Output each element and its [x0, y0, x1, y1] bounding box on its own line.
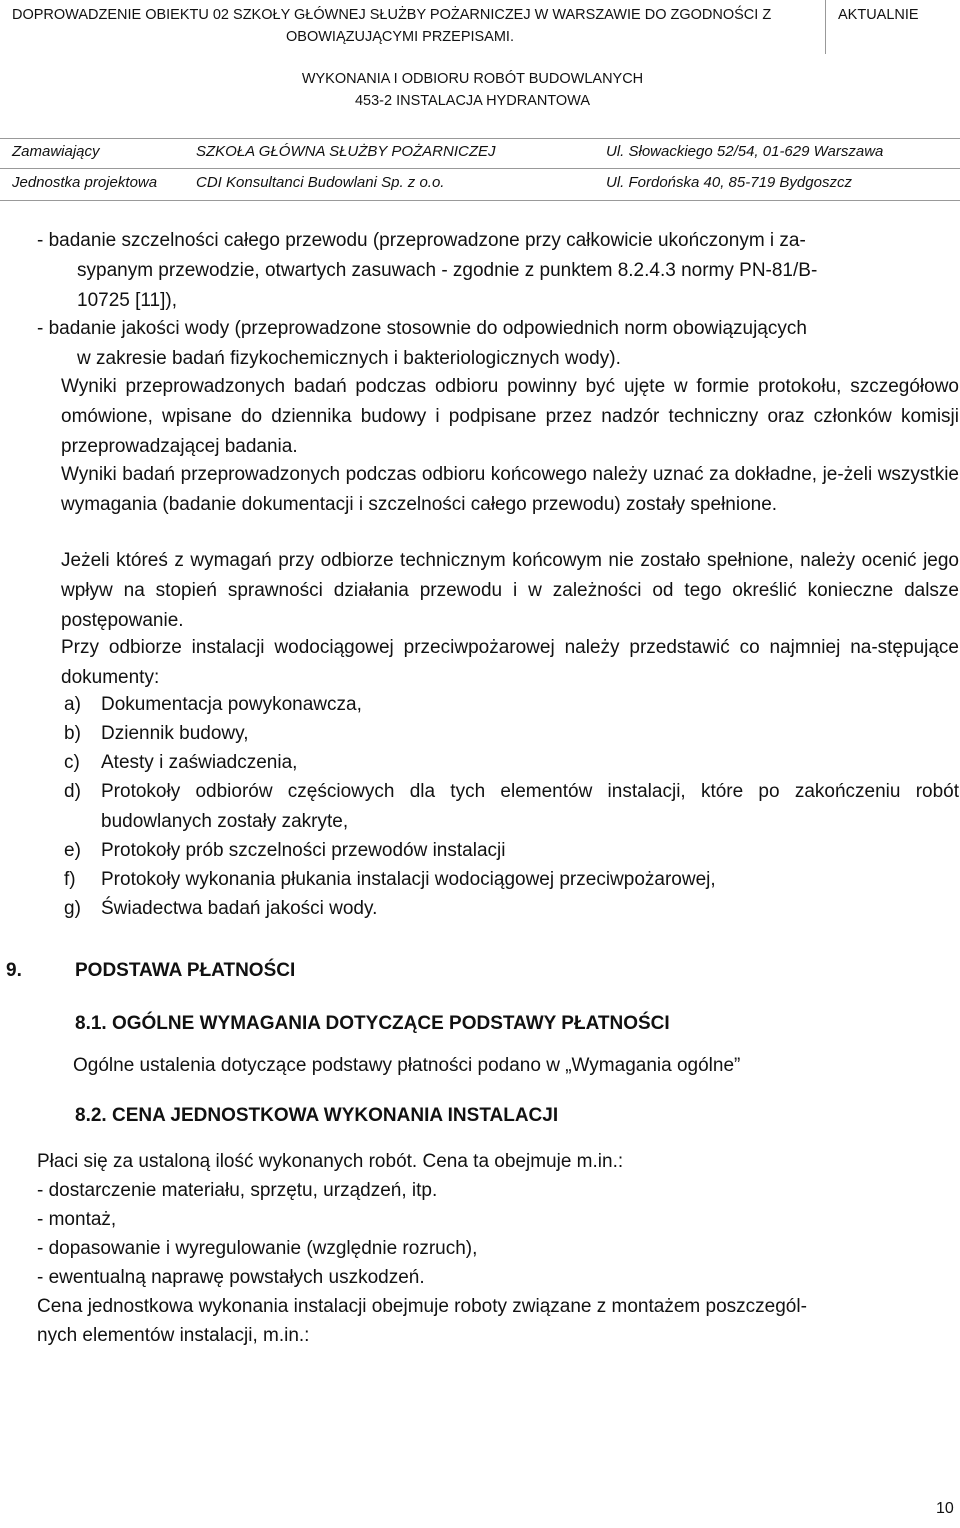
page-number: 10	[936, 1500, 954, 1517]
designer-address: Ul. Fordońska 40, 85-719 Bydgoszcz	[606, 174, 852, 191]
list-marker: d)	[64, 781, 81, 802]
list-item: Protokoły odbiorów częściowych dla tych elementów instalacji, które po zakończeniu robót budowlanych zostały zakryte,	[101, 781, 959, 832]
status-badge: AKTUALNIE	[838, 7, 919, 23]
list-item: Atesty i zaświadczenia,	[101, 752, 298, 773]
subsection-title: 8.1. OGÓLNE WYMAGANIA DOTYCZĄCE PODSTAWY PŁATNOŚCI	[75, 1013, 670, 1034]
list-marker: e)	[64, 840, 81, 861]
designer-label: Jednostka projektowa	[12, 174, 158, 191]
subsection-title: 8.2. CENA JEDNOSTKOWA WYKONANIA INSTALACJI	[75, 1105, 559, 1126]
designer-name: CDI Konsultanci Budowlani Sp. z o.o.	[196, 174, 445, 191]
price-line: Cena jednostkowa wykonania instalacji obejmuje roboty związane z montażem poszczegól-	[37, 1296, 807, 1317]
header-rule-bottom	[0, 200, 960, 201]
section-title: PODSTAWA PŁATNOŚCI	[75, 960, 296, 981]
list-marker: b)	[64, 723, 81, 744]
bullet1-line3: 10725 [11]),	[77, 290, 178, 311]
price-line: Płaci się za ustaloną ilość wykonanych robót. Cena ta obejmuje m.in.:	[37, 1151, 624, 1172]
spec-title: WYKONANIA I ODBIORU ROBÓT BUDOWLANYCH	[301, 71, 644, 87]
header-rule-middle	[0, 168, 960, 169]
price-line: - ewentualną naprawę powstałych uszkodzeń.	[37, 1267, 425, 1288]
list-marker: c)	[64, 752, 80, 773]
list-item: Protokoły wykonania płukania instalacji wodociągowej przeciwpożarowej,	[101, 869, 716, 890]
client-name: SZKOŁA GŁÓWNA SŁUŻBY POŻARNICZEJ	[196, 143, 496, 160]
list-item: Dokumentacja powykonawcza,	[101, 694, 362, 715]
price-line: nych elementów instalacji, m.in.:	[37, 1325, 310, 1346]
list-item: Świadectwa badań jakości wody.	[101, 898, 378, 919]
price-line: - dostarczenie materiału, sprzętu, urządzeń, itp.	[37, 1180, 438, 1201]
paragraph-results: Wyniki badań przeprowadzonych podczas odbioru końcowego należy uznać za dokładne, je-żeli wszystkie wymagania (badanie dokumentacji i szczelności całego przewodu) zostały spełnione.	[61, 464, 959, 515]
list-item: Protokoły prób szczelności przewodów instalacji	[101, 840, 506, 861]
header-divider	[825, 0, 826, 54]
subsection-text: Ogólne ustalenia dotyczące podstawy płatności podano w „Wymagania ogólne”	[73, 1055, 741, 1076]
section-number: 9.	[6, 960, 22, 981]
list-item: Dziennik budowy,	[101, 723, 249, 744]
bullet1-line1: - badanie szczelności całego przewodu (przeprowadzone przy całkowicie ukończonym i za-	[37, 230, 806, 251]
list-marker: f)	[64, 869, 76, 890]
spec-subtitle: 453-2 INSTALACJA HYDRANTOWA	[354, 93, 591, 109]
client-label: Zamawiający	[12, 143, 100, 160]
paragraph-unmet: Jeżeli któreś z wymagań przy odbiorze technicznym końcowym nie zostało spełnione, należy ocenić jego wpływ na stopień sprawności działania przewodu i w zależności od tego określić konieczne dalsze postępowanie.	[61, 550, 959, 631]
price-line: - montaż,	[37, 1209, 117, 1230]
bullet2-line2: w zakresie badań fizykochemicznych i bakteriologicznych wody).	[77, 348, 621, 369]
document-title-line1: DOPROWADZENIE OBIEKTU 02 SZKOŁY GŁÓWNEJ SŁUŻBY POŻARNICZEJ W WARSZAWIE DO ZGODNOŚCI Z	[12, 7, 772, 23]
list-marker: a)	[64, 694, 81, 715]
bullet2-line1: - badanie jakości wody (przeprowadzone stosownie do odpowiednich norm obowiązujących	[37, 318, 807, 339]
price-line: - dopasowanie i wyregulowanie (względnie rozruch),	[37, 1238, 478, 1259]
list-marker: g)	[64, 898, 81, 919]
bullet1-line2: sypanym przewodzie, otwartych zasuwach - zgodnie z punktem 8.2.4.3 normy PN-81/B-	[77, 260, 818, 281]
header-rule-top	[0, 138, 960, 139]
paragraph-documents: Przy odbiorze instalacji wodociągowej przeciwpożarowej należy przedstawić co najmniej na-stępujące dokumenty:	[61, 637, 959, 688]
client-address: Ul. Słowackiego 52/54, 01-629 Warszawa	[606, 143, 884, 160]
document-title-line2: OBOWIĄZUJĄCYMI PRZEPISAMI.	[286, 29, 514, 45]
paragraph-protocol: Wyniki przeprowadzonych badań podczas odbioru powinny być ujęte w formie protokołu, szczegółowo omówione, wpisane do dziennika budowy i podpisane przez nadzór techniczny oraz członków komisji przeprowadzającej badania.	[61, 376, 959, 457]
